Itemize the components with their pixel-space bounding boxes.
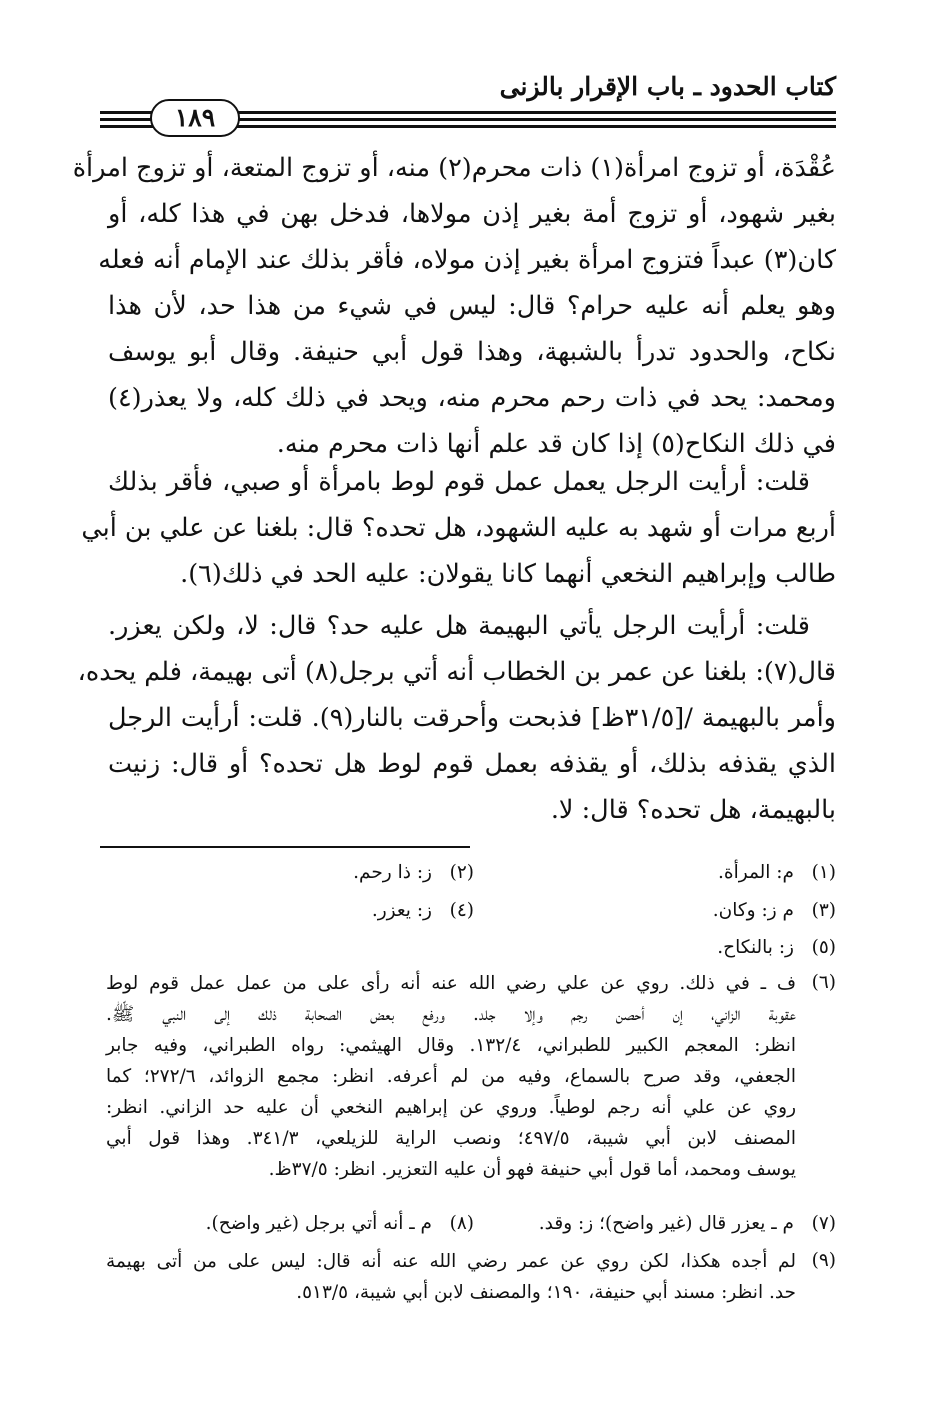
footnote-line: انظر: المعجم الكبير للطبراني، ١٣٢/٤. وقال الهيثمي: رواه الطبراني، وفيه جابر [106, 1035, 796, 1056]
text-line: بغير شهود، أو تزوج أمة بغير إذن مولاها، فدخل بهن في هذا كله، أو [108, 199, 836, 229]
footnote-line: المصنف لابن أبي شيبة، ٤٩٧/٥؛ ونصب الراية للزيلعي، ٣٤١/٣. وهذا قول أبي [106, 1128, 796, 1149]
text-line: قال(٧): بلغنا عن عمر بن الخطاب أنه أتي برجل(٨) أتى بهيمة، فلم يحده، [77, 657, 836, 687]
page-number: ١٨٩ [150, 99, 240, 137]
text-line: وهو يعلم أنه عليه حرام؟ قال: ليس في شيء من هذا حد، لأن هذا [108, 291, 836, 321]
footnote-number: (٦) [811, 972, 836, 993]
text-line: عُقْدَة، أو تزوج امرأة(١) ذات محرم(٢) منه، أو تزوج المتعة، أو تزوج امرأة [72, 153, 836, 183]
footnote-number: (٨) [449, 1213, 474, 1234]
footnote-line: ف ـ في ذلك. روي عن علي رضي الله عنه أنه رأى على من عمل عمل قوم لوط [106, 973, 796, 994]
footnote-number: (١) [811, 862, 836, 883]
text-line: في ذلك النكاح(٥) إذا كان قد علم أنها ذات محرم منه. [276, 429, 836, 459]
text-line: أربع مرات أو شهد به عليه الشهود، هل تحده؟ قال: بلغنا عن علي بن أبي [81, 513, 836, 543]
footnote-6 [106, 968, 796, 1185]
footnote-9 [106, 1246, 796, 1308]
text-line: نكاح، والحدود تدرأ بالشبهة، وهذا قول أبي حنيفة. وقال أبو يوسف [108, 337, 836, 367]
footnote-number: (٥) [811, 937, 836, 958]
footnote-2: ز: ذا رحم. [353, 862, 432, 883]
footnote-number: (٧) [811, 1213, 836, 1234]
text-line: بالبهيمة، هل تحده؟ قال: لا. [550, 795, 836, 825]
text-line: قلت: أرأيت الرجل يأتي البهيمة هل عليه حد؟ قال: لا، ولكن يعزر. [108, 611, 810, 641]
footnote-4: ز: يعزر. [371, 900, 432, 921]
footnote-number: (٢) [449, 862, 474, 883]
footnote-number: (٩) [811, 1250, 836, 1271]
paragraph-1 [72, 145, 836, 467]
footnote-5: ز: بالنكاح. [717, 937, 794, 958]
text-line: وأمر بالبهيمة /[٣١/٥ظ] فذبحت وأحرقت بالنار(٩). قلت: أرأيت الرجل [108, 703, 836, 733]
footnote-number: (٤) [449, 900, 474, 921]
paragraph-3 [77, 603, 836, 833]
footnote-8: م ـ أنه أتي برجل (غير واضح). [205, 1213, 432, 1234]
footnote-line: الجعفي، وقد صرح بالسماع، وفيه من لم أعرفه. انظر: مجمع الزوائد، ٢٧٢/٦؛ كما [106, 1066, 796, 1087]
footnote-1: م: المرأة. [718, 862, 794, 883]
footnote-7: م ـ يعزر قال (غير واضح)؛ ز: وقد. [538, 1213, 794, 1234]
footnote-line: لم أجده هكذا، لكن روي عن عمر رضي الله عنه أنه قال: ليس على من أتى بهيمة [106, 1251, 796, 1272]
text-line: قلت: أرأيت الرجل يعمل عمل قوم لوط بامرأة أو صبي، فأقر بذلك [108, 467, 810, 497]
paragraph-2 [81, 459, 836, 597]
footnote-line: روي عن علي أنه رجم لوطياً. وروي عن إبراهيم النخعي أن عليه حد الزاني. انظر: [106, 1097, 796, 1118]
text-line: طالب وإبراهيم النخعي أنهما كانا يقولان: عليه الحد في ذلك(٦). [180, 559, 836, 589]
running-title: كتاب الحدود ـ باب الإقرار بالزنى [499, 72, 836, 101]
text-line: ومحمد: يحد في ذات رحم محرم منه، ويحد في ذلك كله، ولا يعذر(٤) [108, 383, 836, 413]
footnote-line: عقوبة الزاني، إن أحصن رجم وإلا جلد. ورفع بعض الصحابة ذلك إلى النبي ﷺ. [106, 1004, 796, 1025]
footnote-line: يوسف ومحمد، أما قول أبي حنيفة فهو أن عليه التعزير. انظر: ٣٧/٥ظ. [268, 1159, 796, 1180]
footnote-separator [100, 846, 470, 848]
footnote-line: حد. انظر: مسند أبي حنيفة، ١٩٠؛ والمصنف لابن أبي شيبة، ٥١٣/٥. [296, 1282, 796, 1303]
text-line: كان(٣) عبداً فتزوج امرأة بغير إذن مولاه، فأقر بذلك عند الإمام أنه فعله [98, 245, 836, 275]
footnote-3: م ز: وكان. [712, 900, 794, 921]
footnote-number: (٣) [811, 900, 836, 921]
text-line: الذي يقذفه بذلك، أو يقذفه بعمل قوم لوط هل تحده؟ أو قال: زنيت [108, 749, 836, 779]
